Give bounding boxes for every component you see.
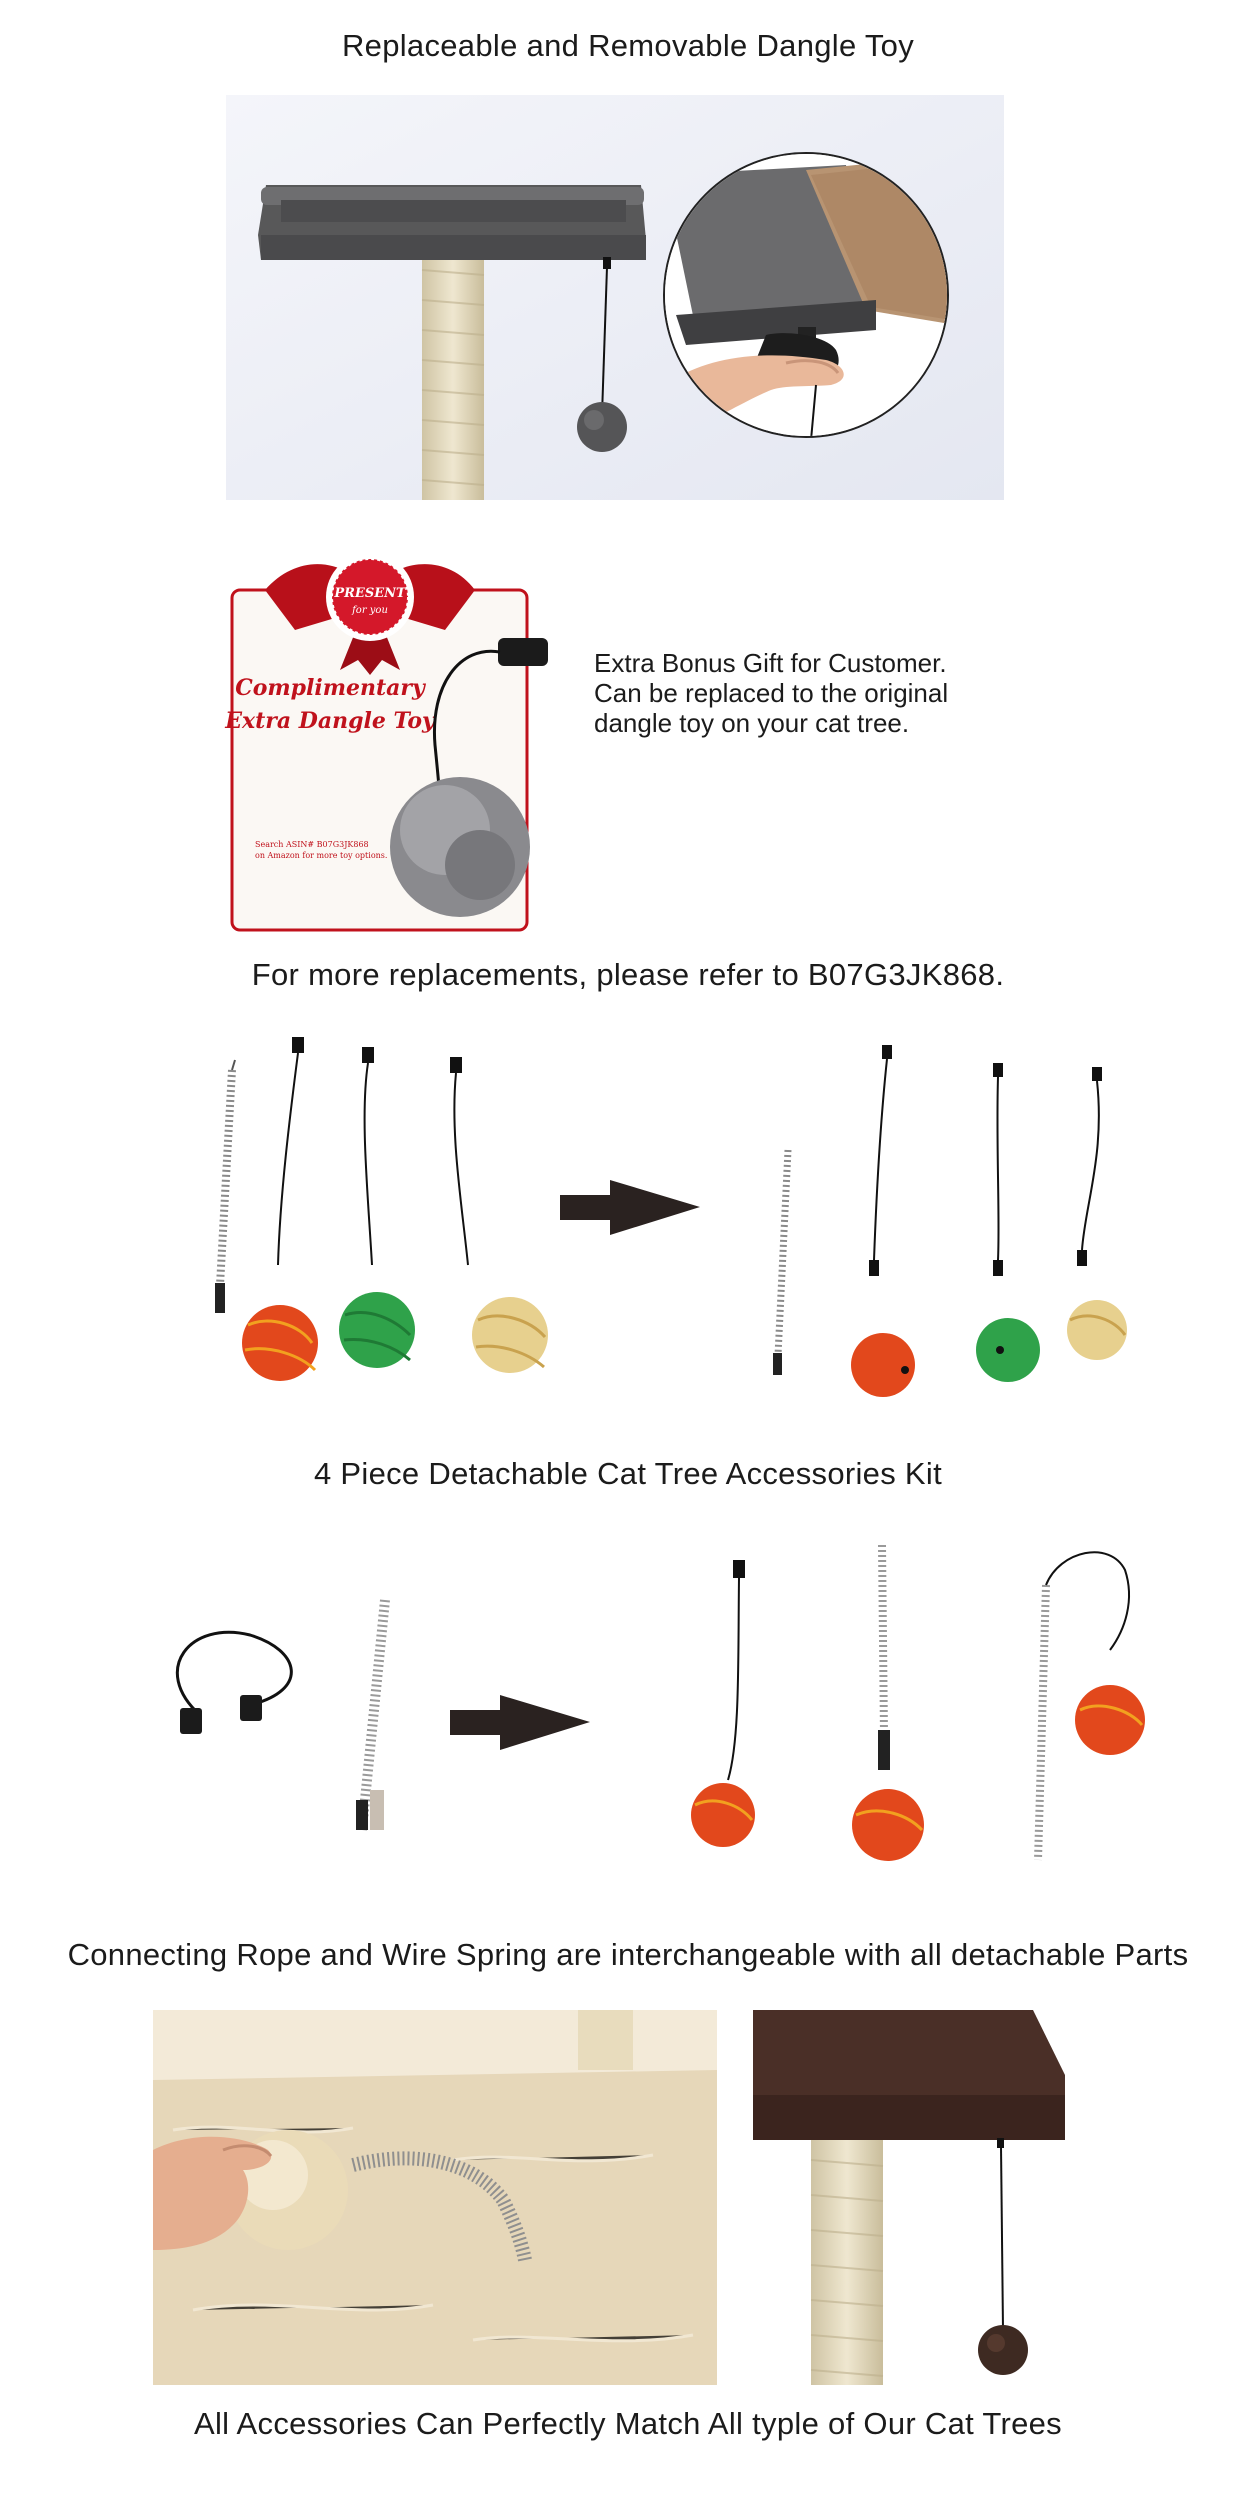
bonus-line-1: Extra Bonus Gift for Customer. [594, 648, 947, 678]
bonus-line-2: Can be replaced to the original [594, 678, 949, 708]
caption-accessories-kit: 4 Piece Detachable Cat Tree Accessories Kit [313, 1456, 943, 1491]
bonus-gift-text [594, 648, 948, 738]
card-title-line1: Complimentary [235, 675, 425, 701]
badge-text: PRESENT [334, 586, 406, 601]
bonus-line-3: dangle toy on your cat tree. [594, 708, 910, 738]
replacement-parts-photo [160, 1025, 1150, 1405]
card-search-line2: on Amazon for more toy options. [255, 851, 388, 860]
caption-dangle-toy: Replaceable and Removable Dangle Toy [341, 28, 915, 63]
spring-toy-on-carpet-photo [153, 2010, 717, 2385]
cat-tree-dangle-photo [753, 2010, 1065, 2385]
card-title-line2: Extra Dangle Toy [225, 708, 435, 734]
card-search-line1: Search ASIN# B07G3JK868 [255, 840, 369, 849]
accessories-kit-photo [140, 1530, 1150, 1890]
caption-interchangeable: Connecting Rope and Wire Spring are interchangeable with all detachable Parts [67, 1937, 1189, 1972]
caption-replacements: For more replacements, please refer to B07G3JK868. [251, 957, 1005, 992]
dangle-toy-photo [226, 95, 1004, 500]
badge-subtext: for you [352, 605, 388, 616]
complimentary-toy-card-photo [220, 535, 570, 935]
caption-match-cat-trees: All Accessories Can Perfectly Match All typle of Our Cat Trees [194, 2406, 1062, 2441]
